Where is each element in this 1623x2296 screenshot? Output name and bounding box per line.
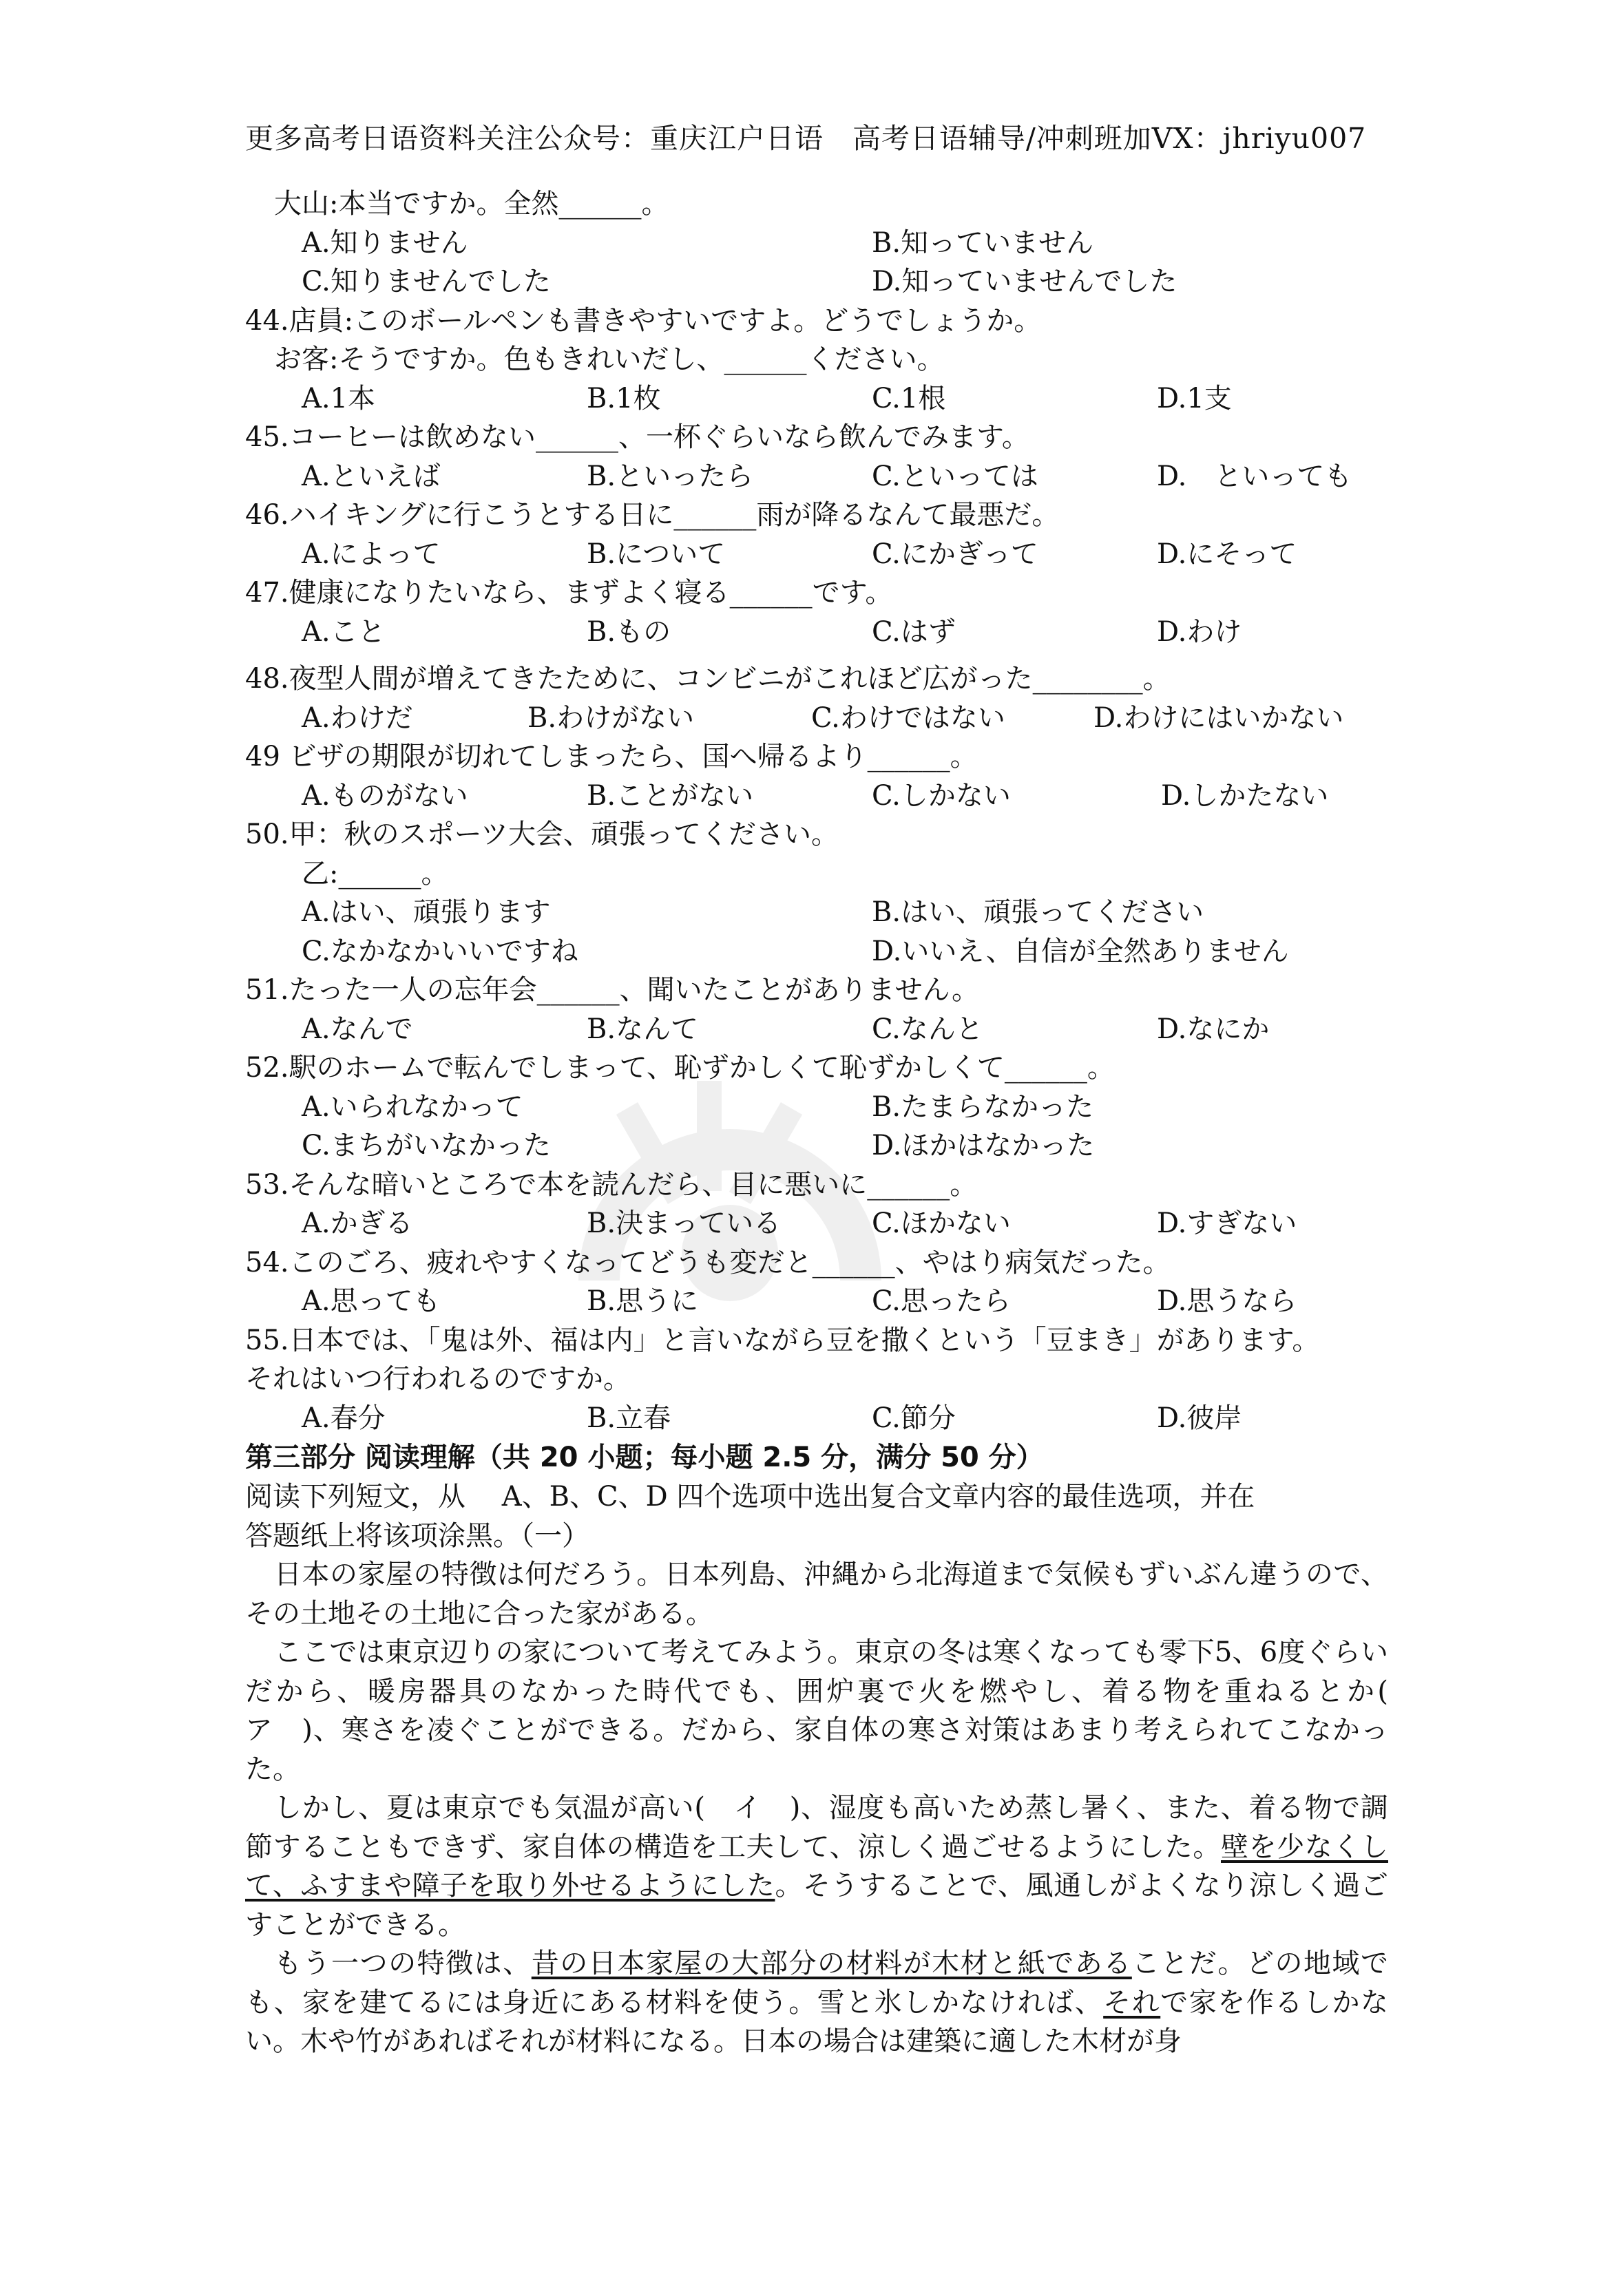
option-d: D. といっても bbox=[1157, 460, 1352, 492]
option-c: C.なんと bbox=[872, 1013, 983, 1045]
option-d: D.1支 bbox=[1157, 382, 1232, 414]
option-d: D.なにか bbox=[1157, 1013, 1270, 1045]
option-d: D.わけ bbox=[1157, 615, 1242, 648]
question-51-line: 51.たった一人の忘年会______、聞いたことがありません。 bbox=[245, 974, 980, 1006]
question-52-line: 52.駅のホームで転んでしまって、恥ずかしくて恥ずかしくて______。 bbox=[245, 1052, 1115, 1084]
question-48-options bbox=[245, 699, 1388, 738]
section-instruction: 阅读下列短文，从 A、B、C、D 四个选项中选出复合文章内容的最佳选项，并在 bbox=[245, 1481, 1255, 1513]
question-47-options bbox=[245, 613, 1388, 652]
option-d: D.知っていませんでした bbox=[872, 266, 1177, 297]
question-48-line: 48.夜型人間が増えてきたために、コンビニがこれほど広がった________。 bbox=[245, 663, 1171, 695]
option-c: C.といっては bbox=[872, 460, 1038, 492]
option-b: B.について bbox=[587, 538, 726, 570]
passage-paragraph-3 bbox=[245, 1789, 1388, 1944]
option-a: A.知りません bbox=[302, 227, 468, 259]
question-50-line: 50.甲：秋のスポーツ大会、頑張ってください。 bbox=[245, 819, 839, 850]
question-43-line: 大山:本当ですか。全然______。 bbox=[274, 188, 669, 220]
option-d: D.しかたない bbox=[1161, 779, 1329, 812]
option-a: A.によって bbox=[302, 538, 441, 570]
option-b: B.ことがない bbox=[587, 779, 754, 812]
option-a: A.こと bbox=[302, 615, 386, 648]
paragraph-text: 。そうすることで、風通しがよくなり涼しく過ごすことができる。 bbox=[245, 1870, 1389, 1941]
option-c: C.しかない bbox=[872, 779, 1011, 812]
option-a: A.わけだ bbox=[302, 702, 413, 734]
question-46-options bbox=[245, 535, 1388, 574]
section-instruction-2: 答题纸上将该项涂黑。（一） bbox=[245, 1519, 589, 1552]
question-44-line: 44.店員:このボールペンも書きやすいですよ。どうでしょうか。 bbox=[245, 304, 1042, 337]
section-title: 第三部分 阅读理解（共 20 小题；每小题 2.5 分，满分 50 分） bbox=[245, 1442, 1044, 1473]
passage-paragraph-1: 日本の家屋の特徴は何だろう。日本列島、沖縄から北海道まで気候もずいぶん違うので、その土地その土地に合った家がある。 bbox=[245, 1559, 1388, 1630]
option-c: C.ほかない bbox=[872, 1208, 1011, 1239]
paragraph-text: しかし、夏は東京でも気温が高い( イ )、湿度も高いため蒸し暑く、また、着る物で調節することもできず、家自体の構造を工夫して、涼しく過ごせるようにした。 bbox=[245, 1792, 1388, 1863]
option-d: D.いいえ、自信が全然ありません bbox=[872, 935, 1289, 967]
option-b: B.たまらなかった bbox=[872, 1091, 1094, 1123]
option-b: B.はい、頑張ってください bbox=[872, 896, 1204, 928]
option-b: B.1枚 bbox=[587, 382, 661, 414]
option-a: A.春分 bbox=[302, 1402, 386, 1434]
option-c: C.なかなかいいですね bbox=[302, 935, 578, 967]
option-a: A.1本 bbox=[302, 382, 376, 414]
question-52-options bbox=[245, 1088, 1388, 1127]
question-50-line-2: 乙:______。 bbox=[302, 857, 449, 889]
option-a: A.はい、頑張ります bbox=[302, 896, 551, 928]
option-b: B.といったら bbox=[587, 460, 754, 492]
option-b: B.思うに bbox=[587, 1285, 699, 1317]
underlined-phrase: 壁を少なくして、ふすまや障子を取り外せるようにした bbox=[245, 1831, 1389, 1902]
option-a: A.かぎる bbox=[302, 1208, 413, 1239]
option-d: D.わけにはいかない bbox=[1093, 702, 1344, 734]
question-55-options bbox=[245, 1399, 1388, 1438]
option-b: B.もの bbox=[587, 615, 671, 648]
option-a: A.思っても bbox=[302, 1285, 441, 1317]
option-a: A.ものがない bbox=[302, 779, 468, 812]
question-49-options bbox=[245, 777, 1388, 816]
question-44-line-2: お客:そうですか。色もきれいだし、______ください。 bbox=[274, 344, 945, 375]
paragraph-text: もう一つの特徴は、 bbox=[274, 1948, 532, 1979]
option-c: C.わけではない bbox=[811, 702, 1005, 734]
option-b: B.立春 bbox=[587, 1402, 671, 1434]
option-a: A.なんで bbox=[302, 1013, 413, 1045]
option-b: B.知っていません bbox=[872, 227, 1094, 259]
underlined-phrase: 昔の日本家屋の大部分の材料が木材と紙である bbox=[531, 1948, 1132, 1979]
exam-content bbox=[245, 185, 1416, 2061]
question-44-options bbox=[245, 379, 1388, 419]
option-a: A.いられなかって bbox=[302, 1091, 523, 1123]
paragraph-text: ことだ。どの地域でも、家を建てるには身近にある材料を使う。雪と氷しかなければ、 bbox=[245, 1948, 1389, 2019]
question-43-options-2 bbox=[245, 262, 1388, 302]
option-b: B.わけがない bbox=[527, 702, 695, 734]
underlined-word: それ bbox=[1103, 1986, 1161, 2019]
paragraph-text: で家を作るしかない。木や竹があればそれが材料になる。日本の場合は建築に適した木材が身 bbox=[245, 1986, 1389, 2057]
question-51-options bbox=[245, 1010, 1388, 1049]
question-47-line: 47.健康になりたいなら、まずよく寝る______です。 bbox=[245, 577, 893, 609]
option-b: B.なんて bbox=[587, 1013, 699, 1045]
question-54-options bbox=[245, 1282, 1388, 1321]
question-46-line: 46.ハイキングに行こうとする日に______雨が降るなんて最悪だ。 bbox=[245, 499, 1060, 531]
question-50-options-2 bbox=[245, 932, 1388, 971]
page-header: 更多高考日语资料关注公众号：重庆江户日语 高考日语辅导/冲刺班加VX：jhriyu007 bbox=[245, 122, 1367, 155]
question-45-options bbox=[245, 457, 1388, 496]
option-d: D.彼岸 bbox=[1157, 1402, 1242, 1434]
question-54-line: 54.このごろ、疲れやすくなってどうも変だと______、やはり病気だった。 bbox=[245, 1246, 1171, 1278]
option-d: D.にそって bbox=[1157, 538, 1297, 570]
option-c: C.にかぎって bbox=[872, 538, 1038, 570]
question-43-options bbox=[245, 224, 1388, 263]
question-52-options-2 bbox=[245, 1126, 1388, 1166]
option-c: C.思ったら bbox=[872, 1285, 1011, 1317]
option-c: C.知りませんでした bbox=[302, 266, 551, 297]
option-d: D.ほかはなかった bbox=[872, 1130, 1095, 1161]
option-c: C.1根 bbox=[872, 382, 946, 414]
passage-paragraph-4 bbox=[245, 1944, 1388, 2061]
question-53-line: 53.そんな暗いところで本を読んだら、目に悪いに______。 bbox=[245, 1168, 978, 1201]
option-a: A.といえば bbox=[302, 460, 441, 492]
question-55-line: 55.日本では、「鬼は外、福は内」と言いながら豆を撒くという「豆まき」があります。 bbox=[245, 1324, 1320, 1356]
question-55-line-2: それはいつ行われるのですか。 bbox=[245, 1363, 631, 1395]
question-50-options bbox=[245, 893, 1388, 932]
question-49-line: 49 ビザの期限が切れてしまったら、国へ帰るより______。 bbox=[245, 741, 978, 772]
option-c: C.まちがいなかった bbox=[302, 1130, 551, 1161]
option-d: D.思うなら bbox=[1157, 1285, 1297, 1317]
option-c: C.はず bbox=[872, 615, 956, 648]
passage-paragraph-2: ここでは東京辺りの家について考えてみよう。東京の冬は寒くなっても零下5、6度ぐらいだから、暖房器具のなかった時代でも、囲炉裏で火を燃やし、着る物を重ねるとか( ア )、寒さを凌ぐことができる。だから、家自体の寒さ対策はあまり考えられてこなかった。 bbox=[245, 1636, 1416, 1785]
question-45-line: 45.コーヒーは飲めない______、一杯ぐらいなら飲んでみます。 bbox=[245, 421, 1029, 453]
option-b: B.決まっている bbox=[587, 1208, 782, 1239]
option-c: C.節分 bbox=[872, 1402, 956, 1434]
question-53-options bbox=[245, 1204, 1388, 1243]
option-d: D.すぎない bbox=[1157, 1208, 1297, 1239]
